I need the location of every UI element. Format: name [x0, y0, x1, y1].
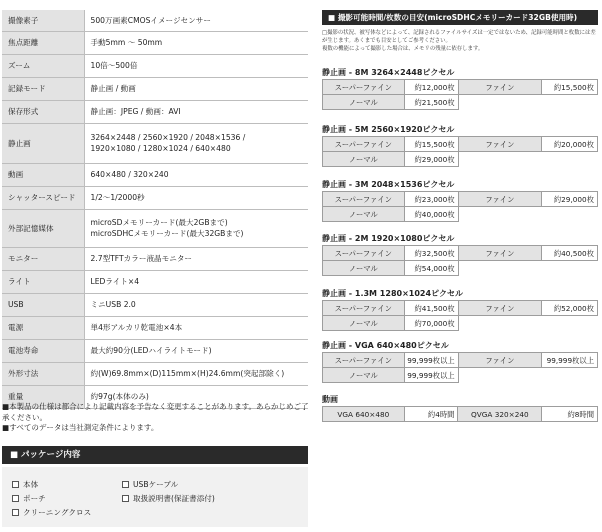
- spec-key: USB: [2, 293, 84, 316]
- quality-label-normal: ノーマル: [323, 207, 405, 222]
- movie-table: [322, 406, 598, 422]
- spec-value: ミニUSB 2.0: [84, 293, 308, 316]
- spec-key: モニター: [2, 247, 84, 270]
- capacity-table: [322, 300, 598, 331]
- spec-row: [2, 54, 308, 77]
- capacity-table: [322, 79, 598, 110]
- movie-qvga-time: 約8時間: [542, 407, 598, 422]
- count-fine: 約20,000枚: [542, 137, 598, 152]
- count-super-fine: 約23,000枚: [404, 192, 458, 207]
- spec-row: [2, 316, 308, 339]
- count-normal: 約21,500枚: [404, 95, 458, 110]
- quality-label-normal: ノーマル: [323, 316, 405, 331]
- count-super-fine: 約32,500枚: [404, 246, 458, 261]
- section-title: 静止画 - VGA 640×480ピクセル: [322, 341, 449, 350]
- spec-key: 重量: [2, 385, 84, 408]
- checkbox-icon: [12, 509, 19, 516]
- spec-key: ライト: [2, 270, 84, 293]
- spec-row: [2, 10, 308, 31]
- count-super-fine: 約12,000枚: [404, 80, 458, 95]
- quality-label-super-fine: スーパーファイン: [323, 301, 405, 316]
- spec-value: 500万画素CMOSイメージセンサー: [84, 10, 308, 31]
- spec-table: [2, 10, 308, 409]
- quality-label-fine: ファイン: [458, 192, 541, 207]
- capacity-table: [322, 245, 598, 276]
- capacity-header: ■ 撮影可能時間/枚数の目安(microSDHCメモリーカード32GB使用時): [322, 10, 598, 25]
- count-fine: 約29,000枚: [542, 192, 598, 207]
- package-item-usb-cable: USBケーブル: [122, 480, 178, 490]
- package-header: ■ パッケージ内容: [2, 446, 308, 464]
- spec-row: [2, 100, 308, 123]
- quality-label-super-fine: スーパーファイン: [323, 80, 405, 95]
- spec-key: 撮像素子: [2, 10, 84, 31]
- quality-label-super-fine: スーパーファイン: [323, 353, 405, 368]
- capacity-table: [322, 191, 598, 222]
- package-contents: [2, 467, 308, 527]
- package-item-manual: 取扱説明書(保証書添付): [122, 494, 215, 504]
- section-title: 静止画 - 3M 2048×1536ピクセル: [322, 180, 455, 189]
- spec-row: [2, 31, 308, 54]
- capacity-section: [322, 179, 598, 222]
- section-title: 静止画 - 8M 3264×2448ピクセル: [322, 68, 455, 77]
- quality-label-normal: ノーマル: [323, 152, 405, 167]
- count-super-fine: 99,999枚以上: [404, 353, 458, 368]
- spec-key: 保存形式: [2, 100, 84, 123]
- spec-value: LEDライト×4: [84, 270, 308, 293]
- count-fine: 99,999枚以上: [542, 353, 598, 368]
- quality-label-normal: ノーマル: [323, 261, 405, 276]
- spec-notes: [2, 402, 312, 434]
- spec-value: 約97g(本体のみ): [84, 385, 308, 408]
- quality-label-normal: ノーマル: [323, 95, 405, 110]
- spec-row: [2, 77, 308, 100]
- spec-key: シャッタースピード: [2, 186, 84, 209]
- capacity-table: [322, 136, 598, 167]
- quality-label-fine: ファイン: [458, 301, 541, 316]
- spec-key: 静止画: [2, 123, 84, 163]
- count-fine: 約40,500枚: [542, 246, 598, 261]
- spec-row: [2, 270, 308, 293]
- spec-value: 2.7型TFTカラー液晶モニター: [84, 247, 308, 270]
- quality-label-fine: ファイン: [458, 137, 541, 152]
- count-normal: 約70,000枚: [404, 316, 458, 331]
- checkbox-icon: [122, 481, 129, 488]
- spec-value: 手動5mm ～ 50mm: [84, 31, 308, 54]
- checkbox-icon: [122, 495, 129, 502]
- spec-value: 約(W)69.8mm×(D)115mm×(H)24.6mm(突起部除く): [84, 362, 308, 385]
- package-item-pouch: ポーチ: [12, 494, 46, 504]
- package-item-body: 本体: [12, 480, 38, 490]
- empty-cell: [458, 368, 597, 383]
- spec-row: [2, 362, 308, 385]
- quality-label-fine: ファイン: [458, 353, 541, 368]
- spec-key: 電池寿命: [2, 339, 84, 362]
- empty-cell: [458, 152, 597, 167]
- spec-row: [2, 247, 308, 270]
- capacity-section: [322, 288, 598, 331]
- spec-key: 外形寸法: [2, 362, 84, 385]
- movie-section: [322, 394, 598, 422]
- movie-vga-time: 約4時間: [404, 407, 458, 422]
- spec-key: 電源: [2, 316, 84, 339]
- count-normal: 約54,000枚: [404, 261, 458, 276]
- capacity-section: [322, 340, 598, 383]
- capacity-note: □撮影の状況、被写体などによって、記録されるファイルサイズは一定ではないため、記録可能時間と枚数には差が生じます。あくまでも目安としてご参考ください。 複数の機能によって撮影した場合は、メモリの残量に依存します。: [322, 30, 596, 52]
- spec-key: 外部記憶媒体: [2, 209, 84, 247]
- section-title: 静止画 - 2M 1920×1080ピクセル: [322, 234, 455, 243]
- spec-value: 単4形アルカリ乾電池×4本: [84, 316, 308, 339]
- spec-row: [2, 209, 308, 247]
- spec-key: 焦点距離: [2, 31, 84, 54]
- count-normal: 約29,000枚: [404, 152, 458, 167]
- empty-cell: [458, 95, 597, 110]
- empty-cell: [458, 207, 597, 222]
- checkbox-icon: [12, 495, 19, 502]
- spec-row: [2, 163, 308, 186]
- empty-cell: [458, 316, 597, 331]
- note-line-2: ■すべてのデータは当社測定条件によります。: [2, 423, 159, 432]
- spec-value: 静止画 / 動画: [84, 77, 308, 100]
- count-fine: 約15,500枚: [542, 80, 598, 95]
- count-normal: 99,999枚以上: [404, 368, 458, 383]
- spec-row: [2, 339, 308, 362]
- spec-value: 1/2～1/2000秒: [84, 186, 308, 209]
- quality-label-super-fine: スーパーファイン: [323, 246, 405, 261]
- spec-value: microSDメモリーカード(最大2GBまで) microSDHCメモリーカード(最大32GBまで): [84, 209, 308, 247]
- spec-value: 静止画：JPEG / 動画：AVI: [84, 100, 308, 123]
- capacity-table: [322, 352, 598, 383]
- quality-label-fine: ファイン: [458, 246, 541, 261]
- quality-label-super-fine: スーパーファイン: [323, 137, 405, 152]
- section-title: 静止画 - 5M 2560×1920ピクセル: [322, 125, 455, 134]
- count-normal: 約40,000枚: [404, 207, 458, 222]
- spec-value: 3264×2448 / 2560×1920 / 2048×1536 / 1920×1080 / 1280×1024 / 640×480: [84, 123, 308, 163]
- count-super-fine: 約41,500枚: [404, 301, 458, 316]
- empty-cell: [458, 261, 597, 276]
- section-title: 静止画 - 1.3M 1280×1024ピクセル: [322, 289, 464, 298]
- spec-row: [2, 123, 308, 163]
- capacity-section: [322, 233, 598, 276]
- note-line-1: ■本製品の仕様は都合により記載内容を予告なく変更することがあります。あらかじめご了承ください。: [2, 402, 309, 422]
- quality-label-fine: ファイン: [458, 80, 541, 95]
- spec-key: 動画: [2, 163, 84, 186]
- capacity-section: [322, 124, 598, 167]
- quality-label-normal: ノーマル: [323, 368, 405, 383]
- movie-vga-label: VGA 640×480: [323, 407, 405, 422]
- quality-label-super-fine: スーパーファイン: [323, 192, 405, 207]
- spec-value: 10倍～500倍: [84, 54, 308, 77]
- spec-value: 最大約90分(LEDハイライトモード): [84, 339, 308, 362]
- capacity-section: [322, 67, 598, 110]
- spec-row: [2, 293, 308, 316]
- count-super-fine: 約15,500枚: [404, 137, 458, 152]
- spec-value: 640×480 / 320×240: [84, 163, 308, 186]
- spec-key: ズーム: [2, 54, 84, 77]
- count-fine: 約52,000枚: [542, 301, 598, 316]
- spec-key: 記録モード: [2, 77, 84, 100]
- movie-title: 動画: [322, 395, 338, 404]
- package-item-cloth: クリーニングクロス: [12, 508, 91, 518]
- spec-row: [2, 186, 308, 209]
- movie-qvga-label: QVGA 320×240: [458, 407, 542, 422]
- checkbox-icon: [12, 481, 19, 488]
